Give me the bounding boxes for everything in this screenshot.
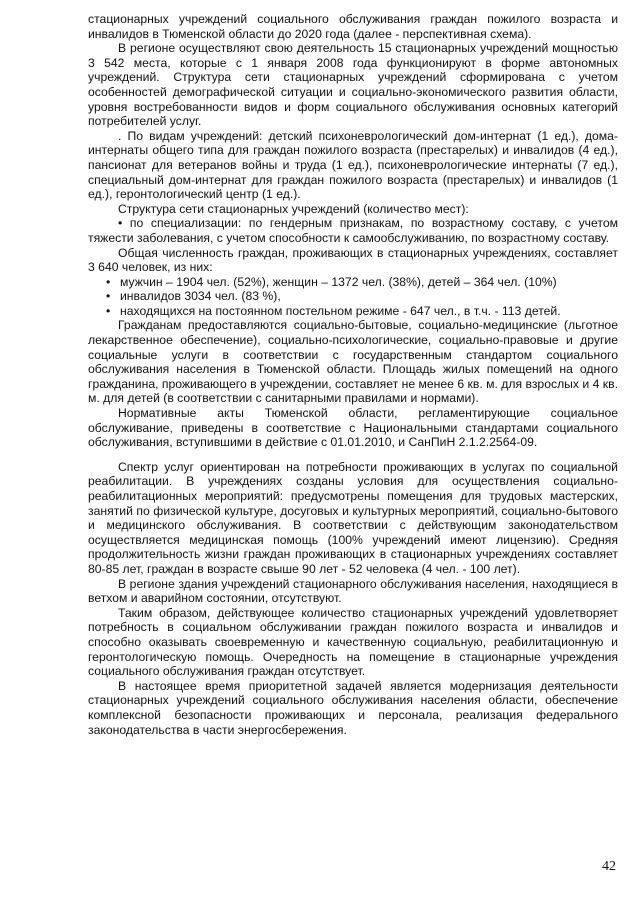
paragraph-4: Структура сети стационарных учреждений (количество мест):	[118, 201, 469, 216]
paragraph-1: стационарных учреждений социального обслуживания граждан пожилого возраста и инвалидов в Тюменской области до 2020 года (далее - перспективная схема).	[88, 12, 618, 41]
bullet-list	[88, 275, 618, 319]
paragraph-6: Общая численность граждан, проживающих в стационарных учреждениях, составляет 3 640 человек, из них:	[88, 245, 618, 275]
page-number: 42	[602, 859, 616, 874]
list-item: • инвалидов 3034 чел. (83 %),	[120, 289, 618, 304]
list-item: • находящихся на постоянном постельном режиме - 647 чел., в т.ч. - 113 детей.	[120, 304, 618, 319]
paragraph-10: В регионе здания учреждений стационарного обслуживания населения, находящиеся в ветхом и аварийном состоянии, отсутствуют.	[88, 576, 618, 606]
paragraph-7: Гражданам предоставляются социально-бытовые, социально-медицинские (льготное лекарственное обеспечение), социально-психологические, социально-правовые и другие социальные услуги в соответствии с государственным стандартом социального обслуживания населения в Тюменской области. Площадь жилых помещений на одного гражданина, проживающего в учреждении, составляет не менее 6 кв. м. для взрослых и 4 кв. м. для детей (в соответствии с санитарными правилами и нормами).	[88, 318, 618, 406]
paragraph-3: . По видам учреждений: детский психоневрологический дом-интернат (1 ед.), дома-интернаты общего типа для граждан пожилого возраста (престарелых) и инвалидов (4 ед.), пансионат для ветеранов войны и труда (1 ед.), психоневрологические интернаты (7 ед.), специальный дом-интернат для граждан пожилого возраста (престарелых) и инвалидов (1 ед.), геронтологический центр (1 ед.).	[88, 128, 618, 202]
paragraph-12: В настоящее время приоритетной задачей является модернизация деятельности стационарных учреждений социального обслуживания населения области, обеспечение комплексной безопасности проживающих и персонала, реализация федерального законодательства в части энергосбережения.	[88, 678, 618, 737]
paragraph-5: • по специализации: по гендерным признакам, по возрастному составу, с учетом тяжести заболевания, с учетом способности к самообслуживанию, по возрастному составу.	[88, 216, 618, 245]
list-item: • мужчин – 1904 чел. (52%), женщин – 1372 чел. (38%), детей – 364 чел. (10%)	[120, 275, 618, 290]
paragraph-8: Нормативные акты Тюменской области, регламентирующие социальное обслуживание, приведены в соответствие с Национальными стандартами социального обслуживания, вступившими в действие с 01.01.2010, и СанПиН 2.1.2.2564-09.	[88, 406, 618, 450]
paragraph-9: Спектр услуг ориентирован на потребности проживающих в услугах по социальной реабилитации. В учреждениях созданы условия для осуществления социально-реабилитационных мероприятий: предусмотрены помещения для трудовых мастерских, занятий по физической культуре, досуговых и культурных мероприятий, социально-бытового и медицинского обслуживания. В соответствии с действующим законодательством осуществляется медицинская помощь (100% учреждений имеют лицензию). Средняя продолжительность жизни граждан проживающих в стационарных учреждениях составляет 80-85 лет, граждан в возрасте свыше 90 лет - 52 человека (4 чел. - 100 лет).	[88, 459, 618, 576]
paragraph-11: Таким образом, действующее количество стационарных учреждений удовлетворяет потребность в социальном обслуживании граждан пожилого возраста и инвалидов и способно оказывать своевременную и качественную социальную, реабилитационную и геронтологическую помощь. Очередность на помещение в стационарные учреждения социального обслуживания граждан отсутствует.	[88, 605, 618, 679]
paragraph-2: В регионе осуществляют свою деятельность 15 стационарных учреждений мощностью 3 542 места, которые с 1 января 2008 года функционируют в форме автономных учреждений. Структура сети стационарных учреждений сформирована с учетом особенностей демографической ситуации и социально-экономического развития области, уровня востребованности видов и форм социального обслуживания основных категорий потребителей услуг.	[88, 41, 618, 129]
